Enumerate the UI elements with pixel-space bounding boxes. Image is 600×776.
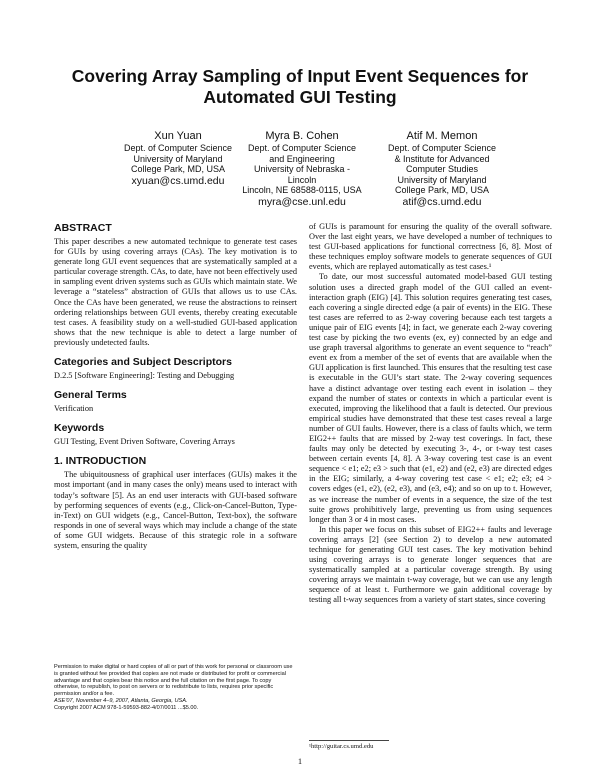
author-affiliation: University of Maryland <box>133 153 223 164</box>
abstract-text: This paper describes a new automated technique to generate test cases for GUIs by using covering arrays (CAs). The key motivation is to generate long GUI event sequences that are systematically sampled at a particular coverage strength. CAs, to date, have not been effectively used in sampling event driven systems such as GUIs which maintain state. We leverage a “stateless” abstraction of GUIs that allows us to use CAs. Once the CAs have been generated, we reuse the abstractions to reinsert ordering relationships between GUI events, thereby creating executable test cases. A feasibility study on a well-studied GUI-based application shows that the new technique is able to detect a large number of previously undetected faults. <box>54 237 297 347</box>
author-email: atif@cs.umd.edu <box>402 195 482 208</box>
author-affiliation: College Park, MD, USA <box>394 185 490 195</box>
author-name: Atif M. Memon <box>406 130 478 142</box>
author-affiliation: Dept. of Computer Science <box>387 143 497 153</box>
introduction-text: The ubiquitousness of graphical user interfaces (GUIs) makes it the most important (and in many cases the only) means used to interact with today’s software [5]. As an end user interacts with GUI-based software by performing sequences of events (e.g., Click-on-Cancel-Button, Type-in-Text) on GUI widgets (e.g., Cancel-Button, Text-box), the software responds in one of several ways which may include a change of the state of some GUI widgets. Because of this strategic role in a software system, ensuring the quality <box>54 470 297 550</box>
keywords-text: GUI Testing, Event Driven Software, Covering Arrays <box>54 437 235 447</box>
copyright-text: Copyright 2007 ACM 978-1-59593-882-4/07/0011 ...$5.00. <box>54 704 199 711</box>
author-affiliation: Computer Studies <box>405 164 479 174</box>
permission-notice <box>54 664 297 712</box>
author-name: Myra B. Cohen <box>265 130 339 142</box>
keywords-heading: Keywords <box>54 422 105 435</box>
title-line-1: Covering Array Sampling of Input Event Sequences for <box>71 66 529 86</box>
categories-text: D.2.5 [Software Engineering]: Testing and Debugging <box>54 371 235 381</box>
body-paragraph: of GUIs is paramount for ensuring the quality of the overall software. Over the last eight years, we have developed a number of techniques to test GUI-based applications for functional correctness [6, 8]. Most of these techniques employ software models to generate sequences of GUI events, which are replayed automatically as test cases.¹ <box>309 222 552 272</box>
general-terms-text: Verification <box>54 404 94 414</box>
author-affiliation: & Institute for Advanced <box>394 153 490 164</box>
title-line-2: Automated GUI Testing <box>203 87 397 107</box>
permission-text: Permission to make digital or hard copies of all or part of this work for personal or classroom use is granted without fee provided that copies are not made or distributed for profit or commercial advantage and that copies bear this notice and the full citation on the first page. To copy otherwise, to republish, to post on servers or to redistribute to lists, requires prior specific permission and/or a fee. <box>54 664 293 698</box>
body-paragraph: In this paper we focus on this subset of EIG2++ faults and leverage covering arrays [2] (see Section 2) to develop a new automated technique for generating GUI test cases. The key motivation behind using covering arrays is to generate longer sequences that are systematically sampled at a particular coverage strength. By using covering arrays we maintain t-way coverage, but we can use any length sequence of at least t. Furthermore we gain additional coverage by testing all t-way sequences from a variety of start states, since covering <box>309 524 552 605</box>
author-email: xyuan@cs.umd.edu <box>131 174 225 187</box>
footnote-rule <box>309 740 389 741</box>
author-email: myra@cse.unl.edu <box>258 195 346 208</box>
abstract-heading: ABSTRACT <box>54 222 112 234</box>
body-paragraph: To date, our most successful automated model-based GUI testing solution uses a directed graph model of the GUI called an event-interaction graph (EIG) [4]. This solution requires generating test cases, each covering a single directed edge (a pair of events) in the EIG. These test cases are referred to as 2-way covering because each test targets a unique pair of EIG events [4]; in fact, we generate each 2-way covering test case by picking the two events (ex, ey) connected by an edge and use graph traversal algorithms to generate an event sequence to “reach” event ex from a member of the set of events that are available when the GUI application is first launched. This ensures that the resulting test case is executable in the GUI’s start state. The 2-way covering sequences have a distinct advantage over testing each event in isolation – they expand the number of states or contexts in which a particular event is executed, improving the likelihood that a fault is detected. Our previous empirical studies have demonstrated that these test cases reveal a large number of GUI faults. However, there is a class of faults which, we term EIG2++ faults that are missed by 2-way test coverings. In fact, these faults may only be detected by executing 3-, 4-, or t-way test cases between certain events [4, 8]. A 3-way covering test case is an event sequence < e1; e2; e3 > such that (e1, e2) and (e2, e3) are directed edges in the EIG; similarly, a 4-way covering test case < e1; e2; e3; e4 > covers edges (e1, e2), (e2, e3), and (e3, e4); and so on up to t. However, as we increase the number of events in a sequence, the size of the test suite grows prohibitively large, preventing us from using sequences longer than 3 or 4 in most cases. <box>309 272 552 524</box>
introduction-heading: 1. INTRODUCTION <box>54 455 147 468</box>
footnote: ¹http://guitar.cs.umd.edu <box>309 743 374 750</box>
left-column <box>54 222 297 551</box>
author-affiliation: Lincoln, NE 68588-0115, USA <box>242 185 362 195</box>
categories-heading: Categories and Subject Descriptors <box>54 356 232 369</box>
right-column <box>309 222 552 606</box>
author-block <box>362 130 522 208</box>
author-affiliation: University of Nebraska - <box>253 164 351 174</box>
author-affiliation: College Park, MD, USA <box>130 164 226 174</box>
author-block <box>222 130 382 208</box>
author-name: Xun Yuan <box>154 130 202 142</box>
venue-text: ASE’07, November 4–9, 2007, Atlanta, Georgia, USA. <box>54 697 188 704</box>
general-terms-heading: General Terms <box>54 389 127 402</box>
author-affiliation: Dept. of Computer Science <box>123 143 233 153</box>
author-affiliation: Dept. of Computer Science <box>247 143 357 153</box>
paper-title <box>40 66 560 108</box>
author-affiliation: University of Maryland <box>397 174 487 185</box>
page-number: 1 <box>297 756 303 766</box>
author-affiliation: Lincoln <box>287 174 317 185</box>
author-affiliation: and Engineering <box>269 153 335 164</box>
